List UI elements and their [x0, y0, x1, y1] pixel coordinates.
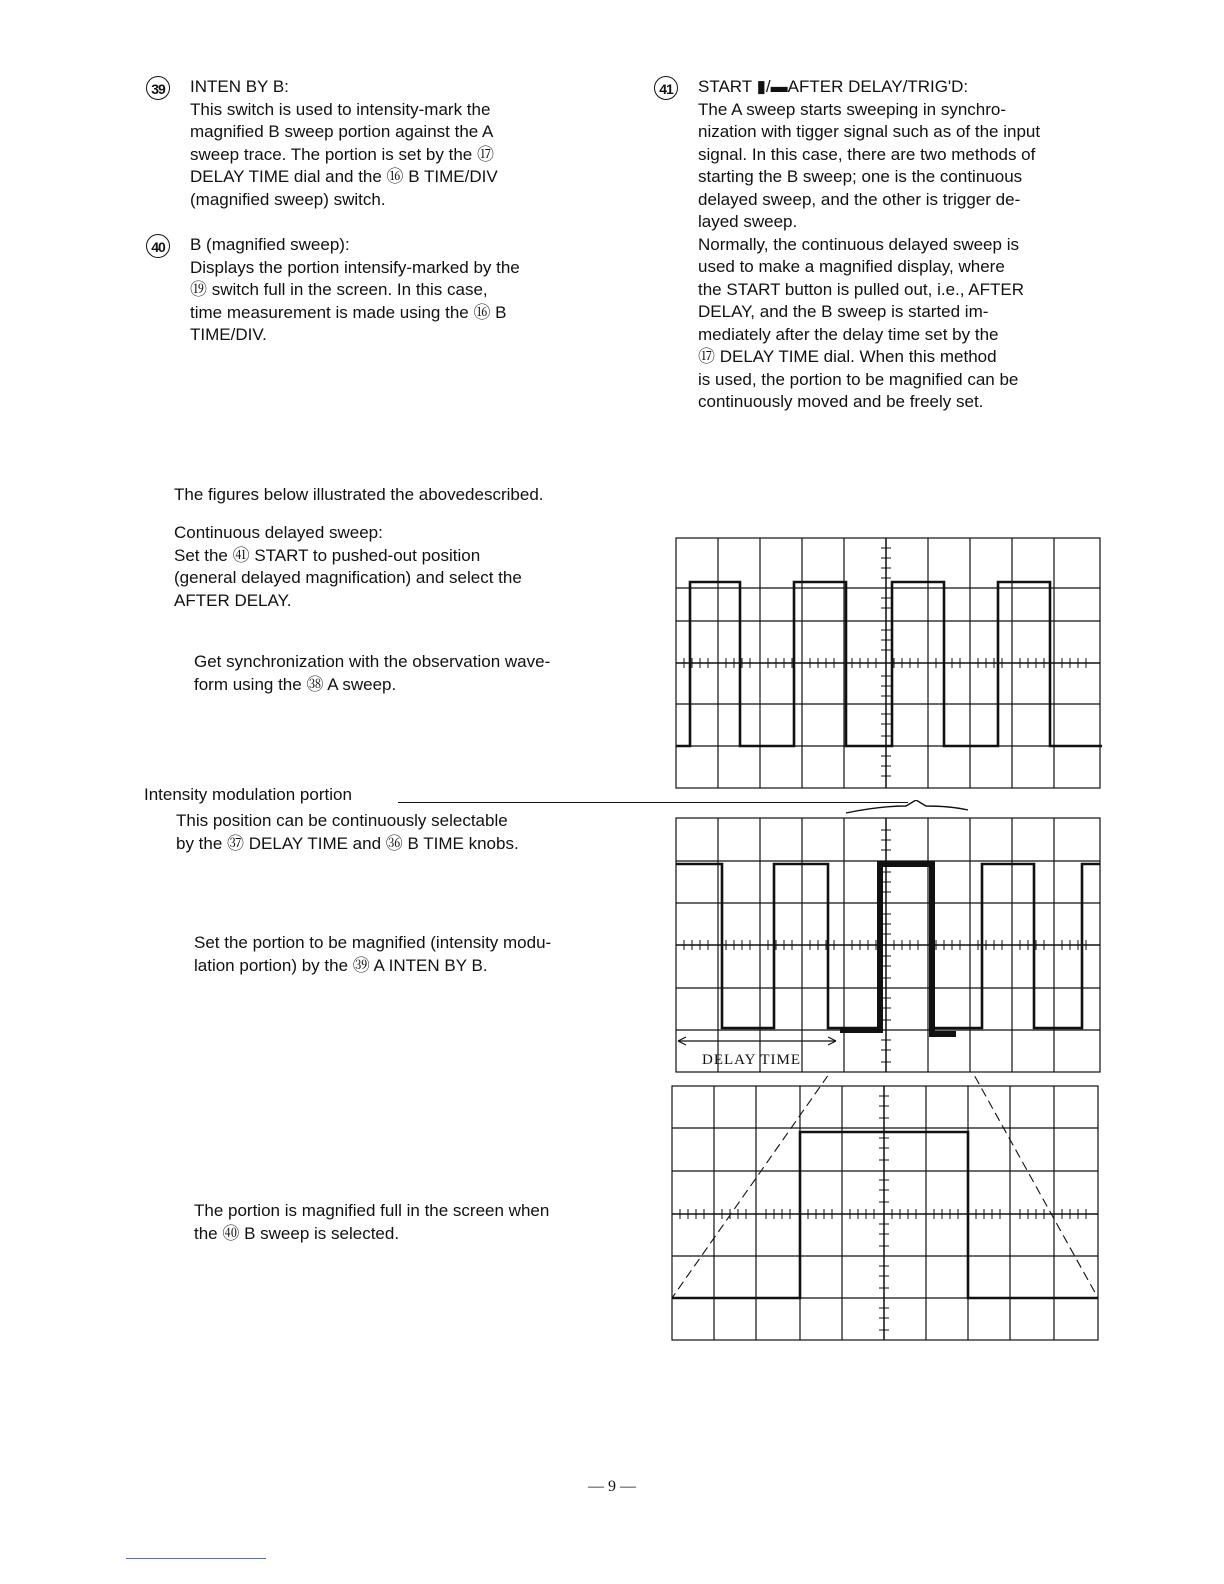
position-section — [176, 810, 626, 855]
callout-41-icon: 41 — [654, 76, 678, 100]
delay-time-arrow — [678, 1037, 836, 1045]
item-41-line: is used, the portion to be magnified can be — [698, 369, 1019, 389]
item-39-line: This switch is used to intensity-mark the — [190, 99, 491, 119]
item-41-line: used to make a magnified display, where — [698, 257, 1005, 276]
item-41-line: ⑰ DELAY TIME dial. When this method — [698, 347, 997, 366]
continuous-line: (general delayed magnification) and select the — [174, 568, 522, 587]
item-40-line: time measurement is made using the ⑯ B — [190, 302, 507, 322]
item-41-line: nization with tigger signal such as of the input — [698, 122, 1041, 141]
item-39-body — [146, 99, 596, 212]
callout-39-icon: 39 — [146, 76, 170, 100]
position-line: This position can be continuously selectable — [176, 811, 508, 830]
item-39-line: DELAY TIME dial and the ⑯ B TIME/DIV — [190, 167, 498, 186]
item-40-line: TIME/DIV. — [190, 325, 267, 344]
scope-a-waveform — [676, 582, 1102, 746]
item-39-line: magnified B sweep portion against the A — [190, 122, 494, 141]
scope-b-intensified — [840, 864, 956, 1034]
setportion-section — [194, 932, 644, 977]
item-41-line: layed sweep. — [698, 212, 798, 231]
item-41-line: continuously moved and be freely set. — [698, 392, 984, 411]
item-41-line: signal. In this case, there are two methods of — [698, 144, 1036, 164]
setportion-line: lation portion) by the ㊴ A INTEN BY B. — [194, 955, 488, 975]
item-41-line: Normally, the continuous delayed sweep is — [698, 234, 1019, 254]
item-41-line: starting the B sweep; one is the continuous — [698, 167, 1023, 186]
item-39 — [146, 76, 596, 211]
continuous-line: AFTER DELAY. — [174, 590, 292, 610]
scope-intensity — [670, 800, 1110, 1080]
item-40-title: B (magnified sweep): — [190, 235, 350, 254]
item-39-title: INTEN BY B: — [190, 77, 289, 96]
item-40-line: Displays the portion intensify-marked by the — [190, 257, 520, 277]
item-40-body — [146, 257, 596, 347]
intensity-label: Intensity modulation portion — [144, 785, 352, 804]
item-41-line: delayed sweep, and the other is trigger de- — [698, 189, 1021, 209]
item-39-line: sweep trace. The portion is set by the ⑰ — [190, 144, 494, 164]
magnify-projection-lines — [672, 1076, 1098, 1298]
item-41-line: the START button is pulled out, i.e., AFTER — [698, 279, 1024, 299]
item-41-line: The A sweep starts sweeping in synchro- — [698, 99, 1007, 119]
magnified-section — [194, 1200, 644, 1245]
delay-time-label: DELAY TIME — [702, 1052, 802, 1068]
continuous-section — [174, 522, 622, 612]
callout-40-icon: 40 — [146, 234, 170, 258]
continuous-line: Set the ㊶ START to pushed-out position — [174, 545, 481, 565]
item-40-line: ⑲ switch full in the screen. In this case, — [190, 280, 488, 299]
item-41-line: DELAY, and the B sweep is started im- — [698, 302, 989, 321]
setportion-line: Set the portion to be magnified (intensity modu- — [194, 933, 552, 952]
magnified-line: the ㊵ B sweep is selected. — [194, 1223, 400, 1243]
figures-intro: The figures below illustrated the abovedescribed. — [174, 485, 544, 504]
scope-c-waveform — [672, 1132, 1098, 1298]
item-41-line: mediately after the delay time set by the — [698, 324, 999, 344]
magnified-line: The portion is magnified full in the screen when — [194, 1201, 550, 1220]
sync-line: form using the ㊳ A sweep. — [194, 674, 397, 694]
footer-link-line — [126, 1558, 266, 1559]
page-number: — 9 — — [588, 1478, 636, 1495]
item-39-line: (magnified sweep) switch. — [190, 189, 386, 209]
intensity-bracket — [846, 800, 968, 813]
item-41 — [654, 76, 1102, 414]
scope-a-sweep — [670, 530, 1110, 792]
scope-b-magnified — [668, 1076, 1108, 1346]
sync-section — [194, 651, 644, 696]
item-40 — [146, 234, 596, 347]
continuous-heading: Continuous delayed sweep: — [174, 523, 383, 542]
item-41-body — [654, 99, 1102, 414]
position-line: by the ㊲ DELAY TIME and ㊱ B TIME knobs. — [176, 833, 519, 853]
scope-c-grid — [672, 1086, 1098, 1340]
sync-line: Get synchronization with the observation wave- — [194, 652, 551, 671]
item-41-title: START ▮/▬AFTER DELAY/TRIG'D: — [698, 77, 969, 96]
